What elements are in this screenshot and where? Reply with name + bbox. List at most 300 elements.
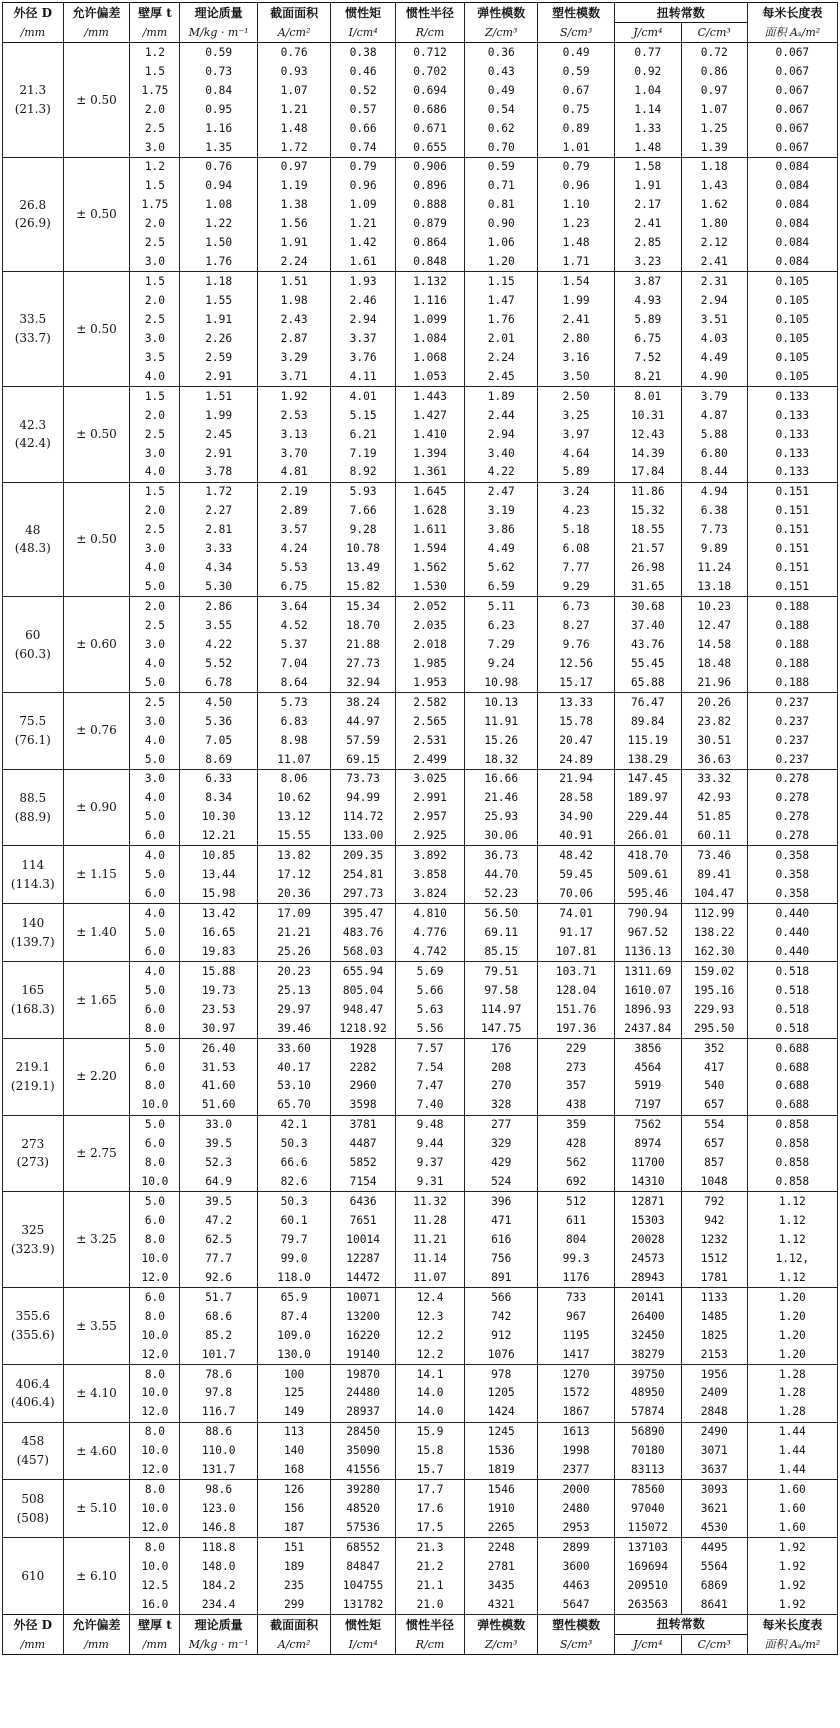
cell-area: 140 [257,1441,330,1460]
cell-surface-area: 0.105 [747,291,837,310]
cell-elastic-modulus: 1.20 [465,252,538,271]
cell-plastic-modulus: 692 [538,1172,614,1191]
cell-area: 3.13 [257,425,330,444]
cell-wall-thickness: 10.0 [130,1557,180,1576]
cell-torsion-c: 4530 [681,1518,747,1537]
cell-wall-thickness: 8.0 [130,1364,180,1383]
cell-plastic-modulus: 0.79 [538,157,614,176]
unit-mass: M/kg · m⁻¹ [180,23,258,43]
cell-radius: 2.499 [396,750,465,769]
cell-wall-thickness: 10.0 [130,1384,180,1403]
cell-inertia: 7651 [331,1211,396,1230]
cell-radius: 7.57 [396,1038,465,1057]
cell-surface-area: 0.278 [747,789,837,808]
cell-mass: 5.36 [180,712,258,731]
cell-torsion-j: 43.76 [614,635,681,654]
cell-inertia: 48520 [331,1499,396,1518]
cell-plastic-modulus: 733 [538,1287,614,1306]
cell-mass: 2.59 [180,348,258,367]
cell-plastic-modulus: 4.23 [538,502,614,521]
cell-wall-thickness: 1.5 [130,62,180,81]
cell-torsion-c: 229.93 [681,1000,747,1019]
cell-torsion-j: 1896.93 [614,1000,681,1019]
cell-surface-area: 1.28 [747,1403,837,1422]
cell-wall-thickness: 2.5 [130,425,180,444]
cell-mass: 51.60 [180,1096,258,1115]
cell-plastic-modulus: 3.50 [538,367,614,386]
cell-plastic-modulus: 9.29 [538,577,614,596]
cell-wall-thickness: 8.0 [130,1019,180,1038]
cell-surface-area: 0.237 [747,750,837,769]
cell-inertia: 0.66 [331,119,396,138]
footer-unit-mass: M/kg · m⁻¹ [180,1634,258,1654]
cell-radius: 2.991 [396,789,465,808]
cell-torsion-c: 1.18 [681,157,747,176]
cell-elastic-modulus: 1245 [465,1422,538,1441]
cell-inertia: 0.52 [331,81,396,100]
tolerance-cell: ± 2.20 [63,1038,130,1115]
cell-surface-area: 0.237 [747,731,837,750]
cell-torsion-j: 30.68 [614,597,681,616]
cell-wall-thickness: 5.0 [130,1115,180,1134]
cell-torsion-j: 17.84 [614,463,681,482]
cell-plastic-modulus: 0.89 [538,119,614,138]
cell-torsion-j: 7.52 [614,348,681,367]
cell-wall-thickness: 2.5 [130,119,180,138]
cell-radius: 17.5 [396,1518,465,1537]
cell-mass: 5.30 [180,577,258,596]
cell-mass: 131.7 [180,1460,258,1479]
cell-inertia: 73.73 [331,769,396,788]
cell-area: 299 [257,1595,330,1614]
cell-radius: 15.8 [396,1441,465,1460]
cell-surface-area: 1.12 [747,1192,837,1211]
cell-wall-thickness: 3.5 [130,348,180,367]
cell-wall-thickness: 12.0 [130,1518,180,1537]
cell-surface-area: 0.067 [747,62,837,81]
cell-inertia: 7154 [331,1172,396,1191]
cell-elastic-modulus: 1076 [465,1345,538,1364]
cell-plastic-modulus: 2480 [538,1499,614,1518]
cell-mass: 2.27 [180,502,258,521]
cell-torsion-j: 967.52 [614,923,681,942]
cell-wall-thickness: 5.0 [130,1192,180,1211]
cell-mass: 8.34 [180,789,258,808]
cell-inertia: 0.96 [331,177,396,196]
outer-diameter-cell [3,1192,64,1288]
cell-area: 8.06 [257,769,330,788]
cell-torsion-j: 229.44 [614,808,681,827]
cell-area: 168 [257,1460,330,1479]
outer-diameter-alt: (76.1) [14,732,51,747]
cell-radius: 3.824 [396,884,465,903]
outer-diameter-alt: (406.4) [10,1395,55,1410]
outer-diameter-cell [3,962,64,1039]
cell-wall-thickness: 10.0 [130,1172,180,1191]
unit-radius: R/cm [396,23,465,43]
cell-torsion-c: 73.46 [681,846,747,865]
cell-surface-area: 0.151 [747,520,837,539]
cell-torsion-j: 76.47 [614,692,681,711]
cell-area: 6.75 [257,577,330,596]
outer-diameter-alt: (508) [16,1510,49,1525]
cell-mass: 3.78 [180,463,258,482]
cell-surface-area: 0.105 [747,310,837,329]
cell-radius: 1.116 [396,291,465,310]
cell-mass: 1.16 [180,119,258,138]
cell-torsion-j: 169694 [614,1557,681,1576]
cell-inertia: 1.21 [331,214,396,233]
cell-torsion-j: 7197 [614,1096,681,1115]
cell-torsion-c: 4.87 [681,406,747,425]
cell-elastic-modulus: 471 [465,1211,538,1230]
cell-wall-thickness: 10.0 [130,1249,180,1268]
outer-diameter-value: 114 [21,858,45,873]
header-section-area: 截面面积 [257,3,330,23]
cell-torsion-c: 9.89 [681,539,747,558]
cell-plastic-modulus: 0.49 [538,43,614,62]
cell-radius: 9.44 [396,1134,465,1153]
cell-elastic-modulus: 7.29 [465,635,538,654]
cell-surface-area: 0.133 [747,463,837,482]
cell-torsion-c: 6.38 [681,502,747,521]
cell-elastic-modulus: 2.45 [465,367,538,386]
cell-radius: 0.655 [396,138,465,157]
cell-elastic-modulus: 4.22 [465,463,538,482]
cell-radius: 2.957 [396,808,465,827]
cell-elastic-modulus: 1536 [465,1441,538,1460]
outer-diameter-cell [3,769,64,846]
cell-torsion-c: 2.41 [681,252,747,271]
cell-inertia: 13.49 [331,558,396,577]
cell-torsion-j: 70180 [614,1441,681,1460]
outer-diameter-alt: (60.3) [14,646,51,661]
outer-diameter-cell [3,1422,64,1480]
cell-torsion-c: 3.79 [681,386,747,405]
cell-plastic-modulus: 1.10 [538,196,614,215]
cell-radius: 14.0 [396,1384,465,1403]
cell-torsion-j: 3856 [614,1038,681,1057]
cell-elastic-modulus: 176 [465,1038,538,1057]
cell-surface-area: 0.067 [747,43,837,62]
cell-surface-area: 0.858 [747,1134,837,1153]
cell-torsion-j: 5.89 [614,310,681,329]
cell-inertia: 0.57 [331,100,396,119]
footer-theoretical-mass: 理论质量 [180,1614,258,1634]
cell-surface-area: 1.92 [747,1538,837,1557]
cell-inertia: 28450 [331,1422,396,1441]
tolerance-cell: ± 1.65 [63,962,130,1039]
unit-torsion-c: C/cm³ [681,23,747,43]
cell-inertia: 6436 [331,1192,396,1211]
cell-elastic-modulus: 1.15 [465,272,538,291]
cell-inertia: 4487 [331,1134,396,1153]
outer-diameter-alt: (88.9) [14,809,51,824]
header-plastic-modulus: 塑性模数 [538,3,614,23]
cell-mass: 97.8 [180,1384,258,1403]
cell-surface-area: 0.358 [747,846,837,865]
cell-plastic-modulus: 2953 [538,1518,614,1537]
outer-diameter-value: 508 [21,1492,45,1507]
cell-area: 189 [257,1557,330,1576]
cell-plastic-modulus: 5.89 [538,463,614,482]
cell-surface-area: 1.92 [747,1557,837,1576]
cell-torsion-j: 3.87 [614,272,681,291]
cell-radius: 21.2 [396,1557,465,1576]
cell-surface-area: 0.105 [747,367,837,386]
unit-mm-d: /mm [3,23,64,43]
cell-mass: 47.2 [180,1211,258,1230]
cell-elastic-modulus: 2248 [465,1538,538,1557]
table-footer-header [3,1614,838,1654]
cell-wall-thickness: 4.0 [130,731,180,750]
cell-elastic-modulus: 2.94 [465,425,538,444]
cell-radius: 12.3 [396,1307,465,1326]
outer-diameter-cell [3,846,64,904]
cell-inertia: 5.15 [331,406,396,425]
cell-torsion-c: 2.31 [681,272,747,291]
outer-diameter-cell [3,386,64,482]
cell-radius: 14.1 [396,1364,465,1383]
cell-area: 65.9 [257,1287,330,1306]
cell-torsion-j: 209510 [614,1576,681,1595]
cell-plastic-modulus: 15.78 [538,712,614,731]
cell-radius: 2.018 [396,635,465,654]
cell-mass: 30.97 [180,1019,258,1038]
cell-radius: 0.896 [396,177,465,196]
cell-area: 1.56 [257,214,330,233]
cell-plastic-modulus: 8.27 [538,616,614,635]
outer-diameter-alt: (457) [16,1452,49,1467]
cell-surface-area: 0.188 [747,635,837,654]
cell-torsion-c: 554 [681,1115,747,1134]
cell-surface-area: 1.60 [747,1499,837,1518]
cell-plastic-modulus: 99.3 [538,1249,614,1268]
cell-inertia: 3781 [331,1115,396,1134]
cell-plastic-modulus: 3.16 [538,348,614,367]
cell-torsion-j: 3.23 [614,252,681,271]
cell-radius: 3.025 [396,769,465,788]
cell-inertia: 8.92 [331,463,396,482]
cell-plastic-modulus: 1867 [538,1403,614,1422]
cell-torsion-c: 1.25 [681,119,747,138]
outer-diameter-cell [3,43,64,158]
cell-torsion-c: 60.11 [681,826,747,845]
cell-mass: 2.91 [180,367,258,386]
cell-inertia: 104755 [331,1576,396,1595]
cell-torsion-c: 1048 [681,1172,747,1191]
cell-inertia: 18.70 [331,616,396,635]
cell-area: 99.0 [257,1249,330,1268]
cell-area: 29.97 [257,1000,330,1019]
cell-plastic-modulus: 128.04 [538,981,614,1000]
cell-torsion-j: 56890 [614,1422,681,1441]
cell-torsion-j: 509.61 [614,865,681,884]
cell-area: 2.43 [257,310,330,329]
outer-diameter-value: 355.6 [15,1309,50,1324]
cell-torsion-c: 5564 [681,1557,747,1576]
cell-radius: 1.594 [396,539,465,558]
cell-inertia: 57536 [331,1518,396,1537]
cell-inertia: 3.76 [331,348,396,367]
cell-area: 2.19 [257,482,330,501]
cell-torsion-j: 2.17 [614,196,681,215]
cell-area: 4.24 [257,539,330,558]
cell-radius: 11.21 [396,1230,465,1249]
cell-surface-area: 0.188 [747,654,837,673]
cell-area: 40.17 [257,1058,330,1077]
outer-diameter-cell [3,1038,64,1115]
cell-elastic-modulus: 2.47 [465,482,538,501]
cell-radius: 0.694 [396,81,465,100]
cell-surface-area: 1.44 [747,1422,837,1441]
cell-wall-thickness: 4.0 [130,962,180,981]
tolerance-cell: ± 0.60 [63,597,130,693]
cell-area: 156 [257,1499,330,1518]
cell-torsion-c: 2153 [681,1345,747,1364]
footer-radius-of-gyration: 惯性半径 [396,1614,465,1634]
cell-inertia: 1.09 [331,196,396,215]
cell-elastic-modulus: 114.97 [465,1000,538,1019]
cell-torsion-c: 2.12 [681,233,747,252]
cell-elastic-modulus: 4.49 [465,539,538,558]
cell-radius: 1.953 [396,673,465,692]
cell-torsion-j: 20141 [614,1287,681,1306]
cell-elastic-modulus: 1819 [465,1460,538,1479]
cell-surface-area: 0.278 [747,808,837,827]
outer-diameter-value: 21.3 [19,83,47,98]
cell-radius: 0.879 [396,214,465,233]
cell-wall-thickness: 4.0 [130,789,180,808]
cell-inertia: 0.38 [331,43,396,62]
cell-wall-thickness: 8.0 [130,1422,180,1441]
cell-mass: 26.40 [180,1038,258,1057]
cell-area: 113 [257,1422,330,1441]
tolerance-cell: ± 0.50 [63,482,130,597]
footer-torsion-constant: 扭转常数 [614,1614,747,1634]
cell-torsion-c: 1232 [681,1230,747,1249]
cell-plastic-modulus: 13.33 [538,692,614,711]
cell-plastic-modulus: 7.77 [538,558,614,577]
cell-torsion-j: 12.43 [614,425,681,444]
cell-torsion-c: 12.47 [681,616,747,635]
cell-surface-area: 1.20 [747,1345,837,1364]
cell-wall-thickness: 4.0 [130,463,180,482]
cell-area: 10.62 [257,789,330,808]
cell-mass: 10.30 [180,808,258,827]
cell-torsion-c: 4.49 [681,348,747,367]
cell-torsion-j: 57874 [614,1403,681,1422]
cell-wall-thickness: 4.0 [130,846,180,865]
cell-elastic-modulus: 270 [465,1077,538,1096]
cell-elastic-modulus: 2265 [465,1518,538,1537]
cell-radius: 1.985 [396,654,465,673]
cell-surface-area: 0.688 [747,1077,837,1096]
cell-area: 17.12 [257,865,330,884]
cell-surface-area: 0.237 [747,712,837,731]
cell-elastic-modulus: 2.01 [465,329,538,348]
cell-wall-thickness: 3.0 [130,444,180,463]
cell-mass: 2.91 [180,444,258,463]
tolerance-cell: ± 1.40 [63,904,130,962]
cell-inertia: 297.73 [331,884,396,903]
cell-radius: 7.47 [396,1077,465,1096]
cell-torsion-j: 12871 [614,1192,681,1211]
outer-diameter-value: 33.5 [19,312,47,327]
cell-wall-thickness: 3.0 [130,539,180,558]
cell-radius: 1.427 [396,406,465,425]
cell-plastic-modulus: 1176 [538,1268,614,1287]
unit-mm-t: /mm [130,23,180,43]
table-row [3,1364,838,1383]
cell-inertia: 28937 [331,1403,396,1422]
cell-elastic-modulus: 396 [465,1192,538,1211]
cell-plastic-modulus: 428 [538,1134,614,1153]
cell-surface-area: 1.12 [747,1211,837,1230]
tolerance-cell: ± 0.50 [63,272,130,387]
tolerance-cell: ± 3.25 [63,1192,130,1288]
tolerance-cell: ± 4.10 [63,1364,130,1422]
cell-mass: 98.6 [180,1480,258,1499]
cell-mass: 1.72 [180,482,258,501]
cell-elastic-modulus: 25.93 [465,808,538,827]
cell-mass: 19.73 [180,981,258,1000]
footer-unit-mm-tol: /mm [63,1634,130,1654]
cell-elastic-modulus: 1910 [465,1499,538,1518]
cell-wall-thickness: 1.5 [130,177,180,196]
cell-inertia: 3598 [331,1096,396,1115]
cell-elastic-modulus: 0.62 [465,119,538,138]
outer-diameter-value: 165 [21,983,45,998]
cell-mass: 52.3 [180,1153,258,1172]
cell-torsion-c: 0.97 [681,81,747,100]
cell-wall-thickness: 6.0 [130,942,180,961]
cell-mass: 0.59 [180,43,258,62]
cell-area: 60.1 [257,1211,330,1230]
cell-radius: 4.776 [396,923,465,942]
cell-mass: 1.50 [180,233,258,252]
cell-torsion-c: 3621 [681,1499,747,1518]
cell-wall-thickness: 1.5 [130,386,180,405]
cell-torsion-j: 8.21 [614,367,681,386]
footer-section-area: 截面面积 [257,1614,330,1634]
outer-diameter-alt: (21.3) [14,101,51,116]
cell-area: 17.09 [257,904,330,923]
cell-mass: 0.73 [180,62,258,81]
table-row [3,1480,838,1499]
cell-surface-area: 0.188 [747,616,837,635]
cell-surface-area: 0.151 [747,502,837,521]
cell-mass: 2.45 [180,425,258,444]
outer-diameter-cell [3,597,64,693]
cell-elastic-modulus: 16.66 [465,769,538,788]
cell-torsion-c: 4.94 [681,482,747,501]
cell-wall-thickness: 4.0 [130,904,180,923]
cell-area: 118.0 [257,1268,330,1287]
header-radius-of-gyration: 惯性半径 [396,3,465,23]
outer-diameter-cell [3,482,64,597]
unit-surface: 面积 Aₛ/m² [747,23,837,43]
cell-torsion-j: 48950 [614,1384,681,1403]
cell-wall-thickness: 6.0 [130,826,180,845]
cell-wall-thickness: 5.0 [130,673,180,692]
cell-inertia: 84847 [331,1557,396,1576]
cell-plastic-modulus: 273 [538,1058,614,1077]
cell-area: 1.48 [257,119,330,138]
cell-inertia: 1.61 [331,252,396,271]
cell-torsion-j: 2.85 [614,233,681,252]
header-surface-area: 每米长度表 [747,3,837,23]
